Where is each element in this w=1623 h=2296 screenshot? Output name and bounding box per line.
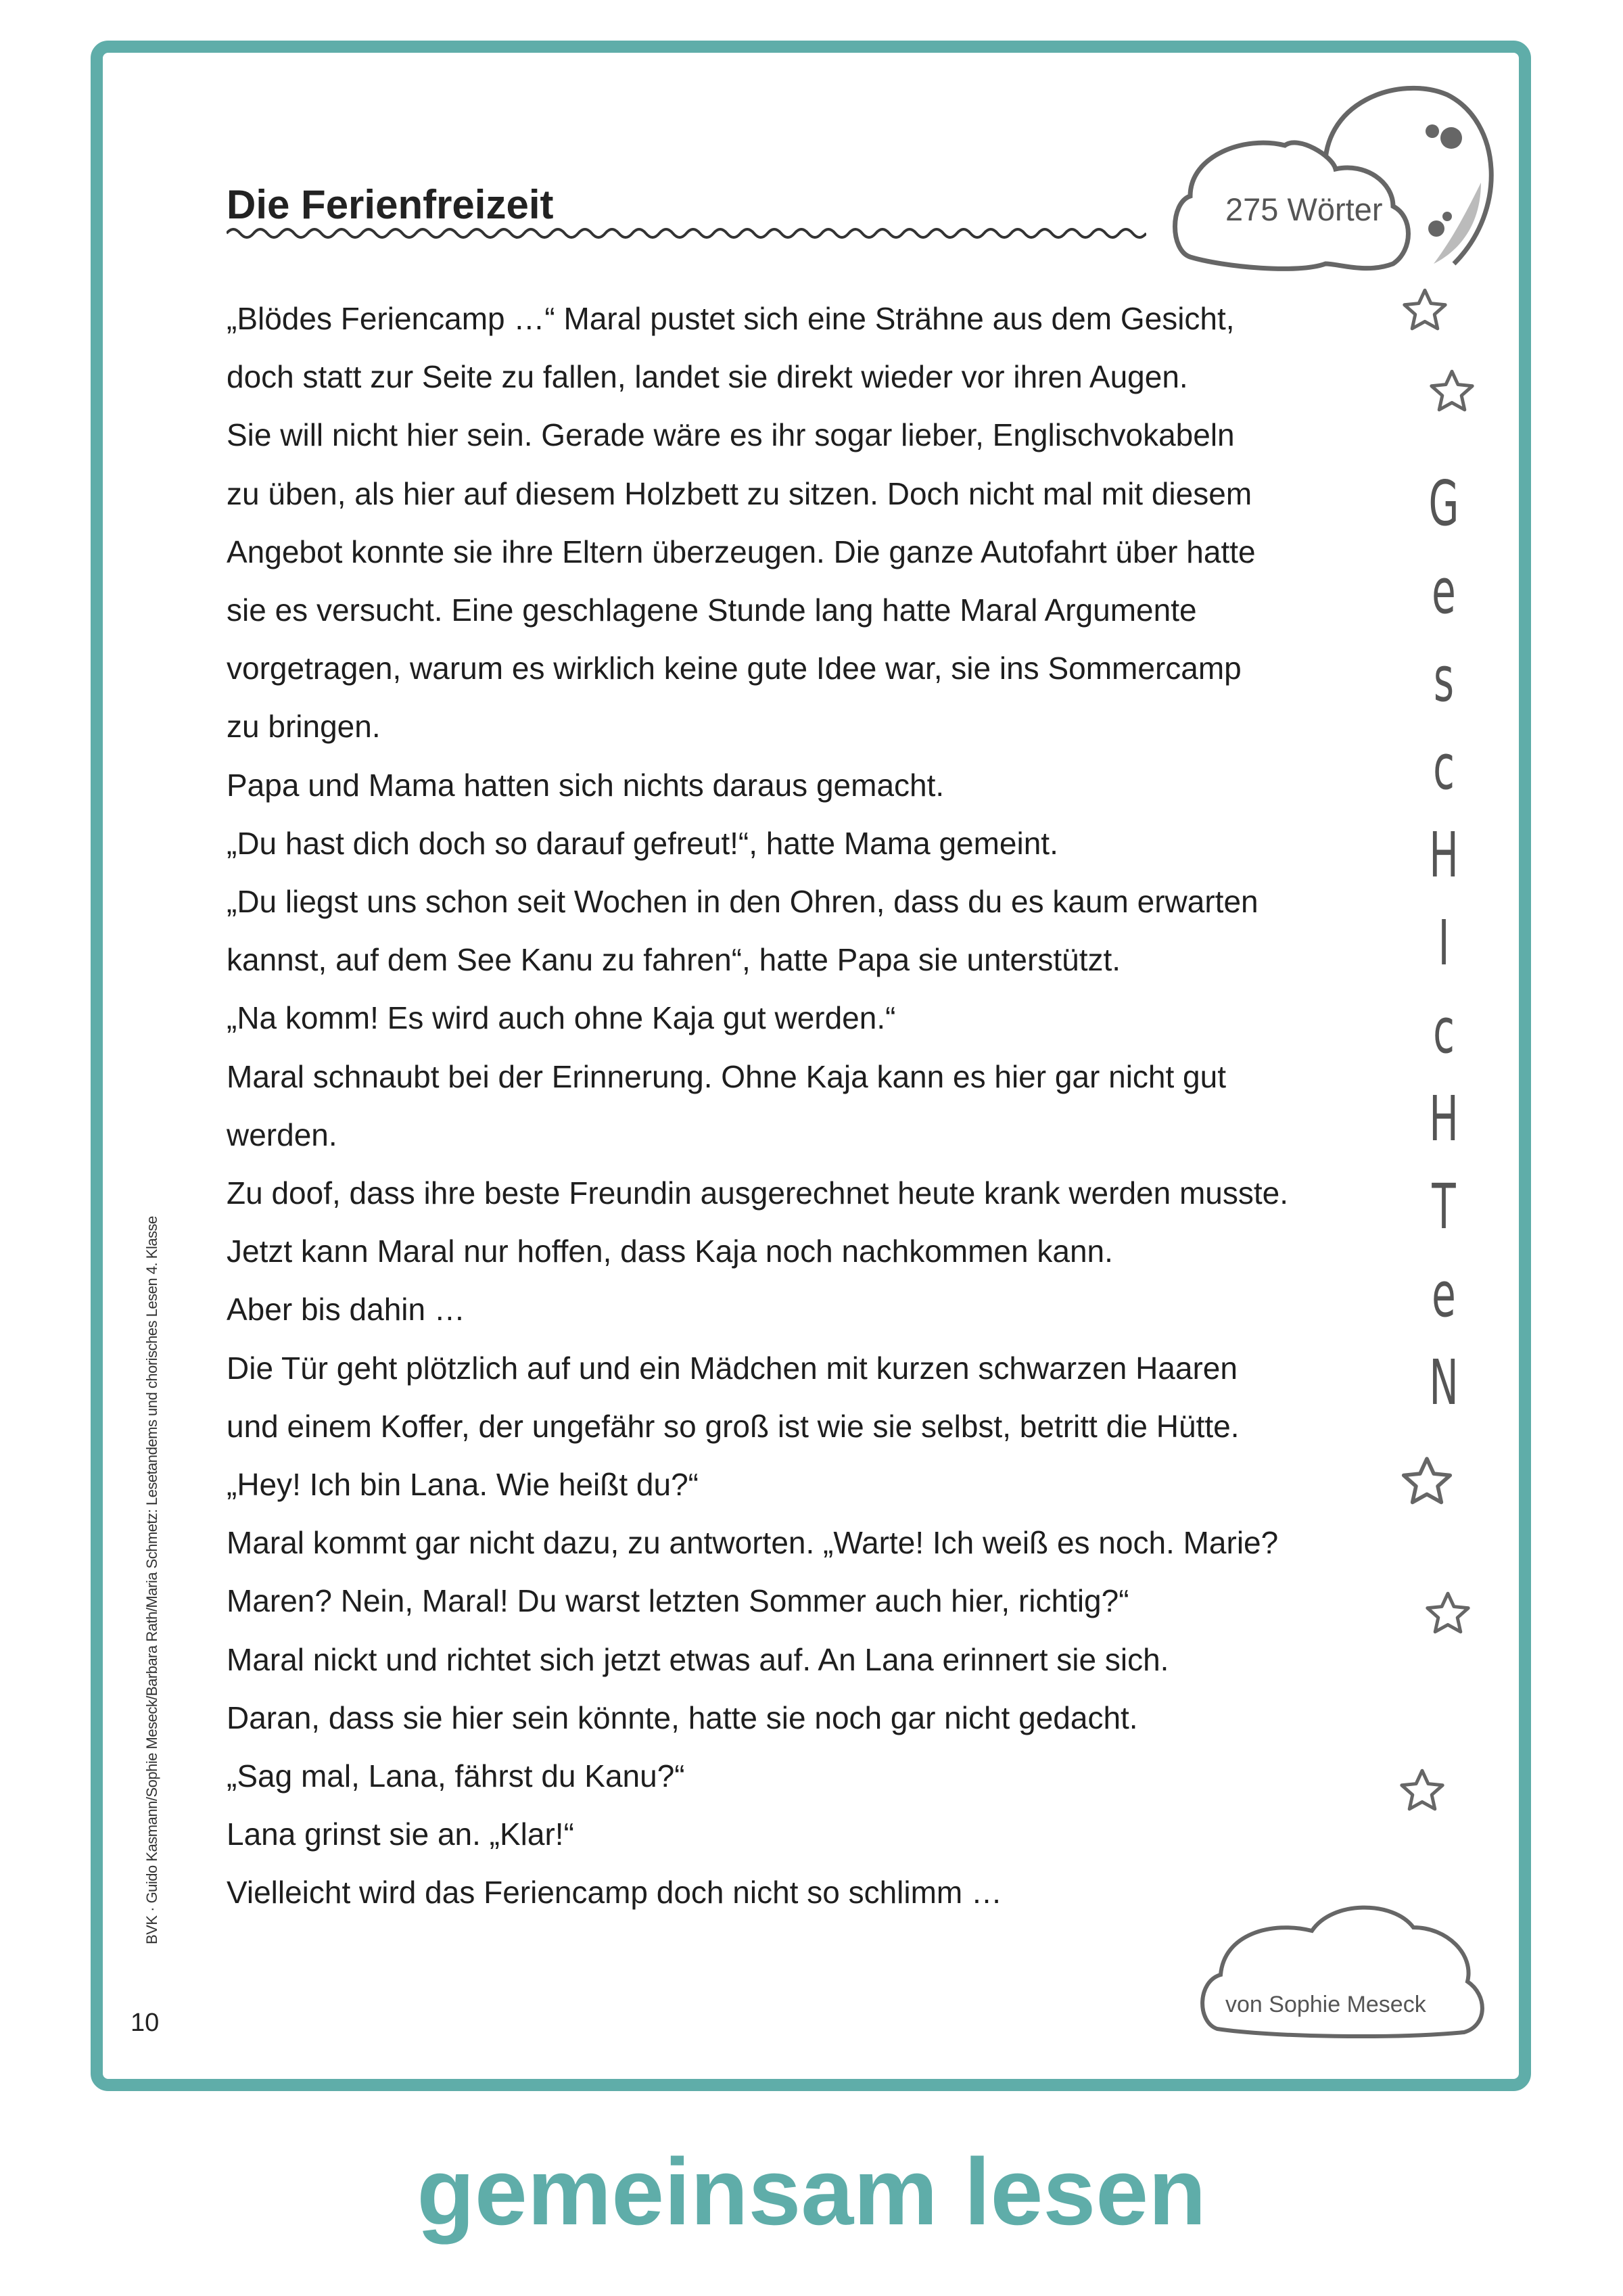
story-line: Daran, dass sie hier sein könnte, hatte sie noch gar nicht gedacht. [227,1700,1138,1735]
story-line: vorgetragen, warum es wirklich keine gute Idee war, sie ins Sommercamp [227,651,1242,686]
story-line: Maral nickt und richtet sich jetzt etwas auf. An Lana erinnert sie sich. [227,1641,1169,1677]
story-line: Lana grinst sie an. „Klar!“ [227,1817,574,1852]
story-line: Aber bis dahin … [227,1292,465,1328]
story-line: „Hey! Ich bin Lana. Wie heißt du?“ [227,1467,699,1503]
publisher-credit: BVK · Guido Kasmann/Sophie Meseck/Barbara Rath/Maria Schmetz: Lesetandems und chorisches Lesen 4. Klasse [143,1216,160,1944]
vertical-word-geschichten [1410,460,1478,1427]
story-line: Papa und Mama hatten sich nichts daraus gemacht. [227,767,945,803]
side-letter: e [1432,1259,1456,1331]
side-letter: H [1429,1083,1459,1155]
story-title: Die Ferienfreizeit [227,182,554,227]
side-letter: c [1433,731,1455,803]
page-number: 10 [131,2009,160,2037]
story-line: „Du hast dich doch so darauf gefreut!“, hatte Mama gemeint. [227,825,1058,861]
story-line: Sie will nicht hier sein. Gerade wäre es ihr sogar lieber, Englischvokabeln [227,417,1235,453]
story-line: Die Tür geht plötzlich auf und ein Mädchen mit kurzen schwarzen Haaren [227,1350,1238,1386]
story-line: „Na komm! Es wird auch ohne Kaja gut werden.“ [227,1000,896,1036]
story-line: „Du liegst uns schon seit Wochen in den Ohren, dass du es kaum erwarten [227,884,1259,920]
story-line: Zu doof, dass ihre beste Freundin ausgerechnet heute krank werden musste. [227,1175,1289,1211]
story-line: Angebot konnte sie ihre Eltern überzeugen. Die ganze Autofahrt über hatte [227,534,1256,569]
story-line: kannst, auf dem See Kanu zu fahren“, hatte Papa sie unterstützt. [227,942,1121,978]
side-letter: H [1429,819,1459,891]
story-line: doch statt zur Seite zu fallen, landet sie direkt wieder vor ihren Augen. [227,359,1188,395]
star-icon [1398,1454,1455,1511]
footer-slogan: gemeinsam lesen [417,2138,1206,2245]
story-line: zu üben, als hier auf diesem Holzbett zu sitzen. Doch nicht mal mit diesem [227,475,1252,511]
story-line: Vielleicht wird das Feriencamp doch nicht so schlimm … [227,1875,1003,1911]
star-icon [1423,1589,1473,1639]
story-line: Maral kommt gar nicht dazu, zu antworten. „Warte! Ich weiß es noch. Marie? [227,1525,1279,1561]
story-line: „Blödes Feriencamp …“ Maral pustet sich eine Strähne aus dem Gesicht, [227,301,1235,336]
star-icon [1400,286,1450,336]
side-letter: I [1438,907,1450,979]
cloud-moon-icon [1163,61,1501,284]
side-letter: e [1432,555,1456,628]
star-icon [1397,1766,1447,1817]
story-line: „Sag mal, Lana, fährst du Kanu?“ [227,1758,685,1794]
word-count-badge: 275 Wörter [1225,191,1383,227]
side-letter: G [1428,467,1459,540]
story-line: sie es versucht. Eine geschlagene Stunde lang hatte Maral Argumente [227,592,1197,628]
story-line: Maral schnaubt bei der Erinnerung. Ohne Kaja kann es hier gar nicht gut [227,1058,1226,1094]
side-letter: s [1433,643,1455,716]
story-line: Maren? Nein, Maral! Du warst letzten Sommer auch hier, richtig?“ [227,1583,1129,1619]
story-line: werden. [227,1117,337,1152]
side-letter: c [1433,995,1455,1067]
cloud-icon [1190,1880,1495,2042]
story-text [227,289,1288,1922]
side-letter: T [1432,1171,1456,1243]
star-icon [1427,367,1477,417]
wavy-underline [227,223,1146,243]
story-line: zu bringen. [227,709,381,745]
author-credit: von Sophie Meseck [1225,1992,1426,2017]
story-line: Jetzt kann Maral nur hoffen, dass Kaja noch nachkommen kann. [227,1234,1113,1269]
side-letter: N [1429,1346,1459,1419]
story-line: und einem Koffer, der ungefähr so groß ist wie sie selbst, betritt die Hütte. [227,1408,1240,1444]
